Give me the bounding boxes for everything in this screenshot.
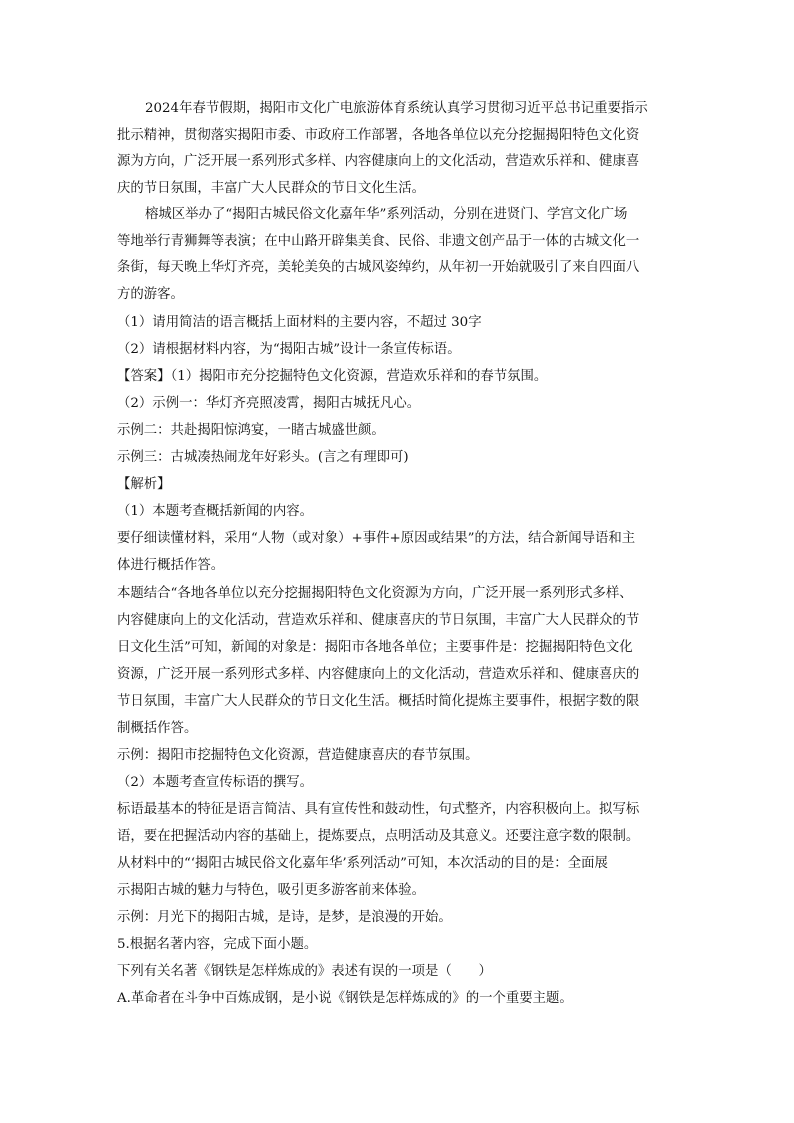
analysis-line: 示例：揭阳市挖掘特色文化资源，营造健康喜庆的春节氛围。 <box>117 748 479 763</box>
text-line: 条街，每天晚上华灯齐亮，美轮美奂的古城风姿绰约，从年初一开始就吸引了来自四面八 <box>117 260 640 275</box>
analysis-line: （2）本题考查宣传标语的撰写。 <box>117 775 313 790</box>
text-line: 2024年春节假期，揭阳市文化广电旅游体育系统认真学习贯彻习近平总书记重要指示 <box>145 101 648 116</box>
material-paragraph-2 <box>117 202 662 308</box>
material-paragraph-1 <box>117 96 662 202</box>
analysis-heading: 【解析】 <box>117 477 171 492</box>
analysis-line: 制概括作答。 <box>117 721 198 736</box>
analysis-line: （1）本题考查概括新闻的内容。 <box>117 504 313 519</box>
question-2: （2）请根据材料内容，为“揭阳古城”设计一条宣传标语。 <box>117 342 461 357</box>
text-line: 庆的节日氛围，丰富广大人民群众的节日文化生活。 <box>117 180 425 196</box>
analysis-line: 体进行概括作答。 <box>117 558 225 573</box>
analysis-line: 内容健康向上的文化活动，营造欢乐祥和、健康喜庆的节日氛围，丰富广大人民群众的节 <box>117 613 640 628</box>
analysis-line: 语，要在把握活动内容的基础上，提炼要点，点明活动及其意义。还要注意字数的限制。 <box>117 829 640 844</box>
analysis-line: 示揭阳古城的魅力与特色，吸引更多游客前来体验。 <box>117 883 425 898</box>
analysis-line: 节日氛围，丰富广大人民群众的节日文化生活。概括时简化提炼主要事件，根据字数的限 <box>117 694 640 709</box>
text-line: 批示精神，贯彻落实揭阳市委、市政府工作部署，各地各单位以充分挖掘揭阳特色文化资 <box>117 127 640 143</box>
question-1: （1）请用简洁的语言概括上面材料的主要内容，不超过 30字 <box>117 315 482 330</box>
analysis-line: 标语最基本的特征是语言简洁、具有宣传性和鼓动性，句式整齐，内容积极向上。拟写标 <box>117 802 640 817</box>
analysis-line: 示例：月光下的揭阳古城，是诗，是梦，是浪漫的开始。 <box>117 910 452 925</box>
text-line: 等地举行青狮舞等表演；在中山路开辟集美食、民俗、非遗文创产品于一体的古城文化一 <box>117 233 640 249</box>
analysis-line: 从材料中的“‘揭阳古城民俗文化嘉年华’系列活动”可知，本次活动的目的是：全面展 <box>117 856 608 871</box>
answer-example-2: 示例二：共赴揭阳惊鸿宴，一睹古城盛世颜。 <box>117 423 385 438</box>
text-line: 源为方向，广泛开展一系列形式多样、内容健康向上的文化活动，营造欢乐祥和、健康喜 <box>117 154 640 169</box>
analysis-line: 资源，广泛开展一系列形式多样、内容健康向上的文化活动，营造欢乐祥和、健康喜庆的 <box>117 667 640 682</box>
answer-example-3: 示例三：古城凑热闹龙年好彩头。(言之有理即可) <box>117 450 409 465</box>
text-line: 方的游客。 <box>117 286 184 302</box>
option-a: A.革命者在斗争中百炼成钢，是小说《钢铁是怎样炼成的》的一个重要主题。 <box>117 991 573 1006</box>
analysis-line: 日文化生活”可知，新闻的对象是：揭阳市各地各单位；主要事件是：挖掘揭阳特色文化 <box>117 640 633 655</box>
question-5-stem: 下列有关名著《钢铁是怎样炼成的》表述有误的一项是（ ） <box>117 964 492 979</box>
answer-heading-line: 【答案】（1）揭阳市充分挖掘特色文化资源，营造欢乐祥和的春节氛围。 <box>117 369 548 384</box>
question-5-title: 5.根据名著内容，完成下面小题。 <box>117 937 318 952</box>
text-line: 榕城区举办了“揭阳古城民俗文化嘉年华”系列活动，分别在进贤门、学宫文化广场 <box>145 207 628 222</box>
analysis-line: 本题结合“各地各单位以充分挖掘揭阳特色文化资源为方向，广泛开展一系列形式多样、 <box>117 586 633 601</box>
analysis-line: 要仔细读懂材料，采用“人物（或对象）+事件+原因或结果”的方法，结合新闻导语和主 <box>117 531 636 546</box>
answer-example-1: （2）示例一：华灯齐亮照凌霄，揭阳古城抚凡心。 <box>117 396 421 411</box>
